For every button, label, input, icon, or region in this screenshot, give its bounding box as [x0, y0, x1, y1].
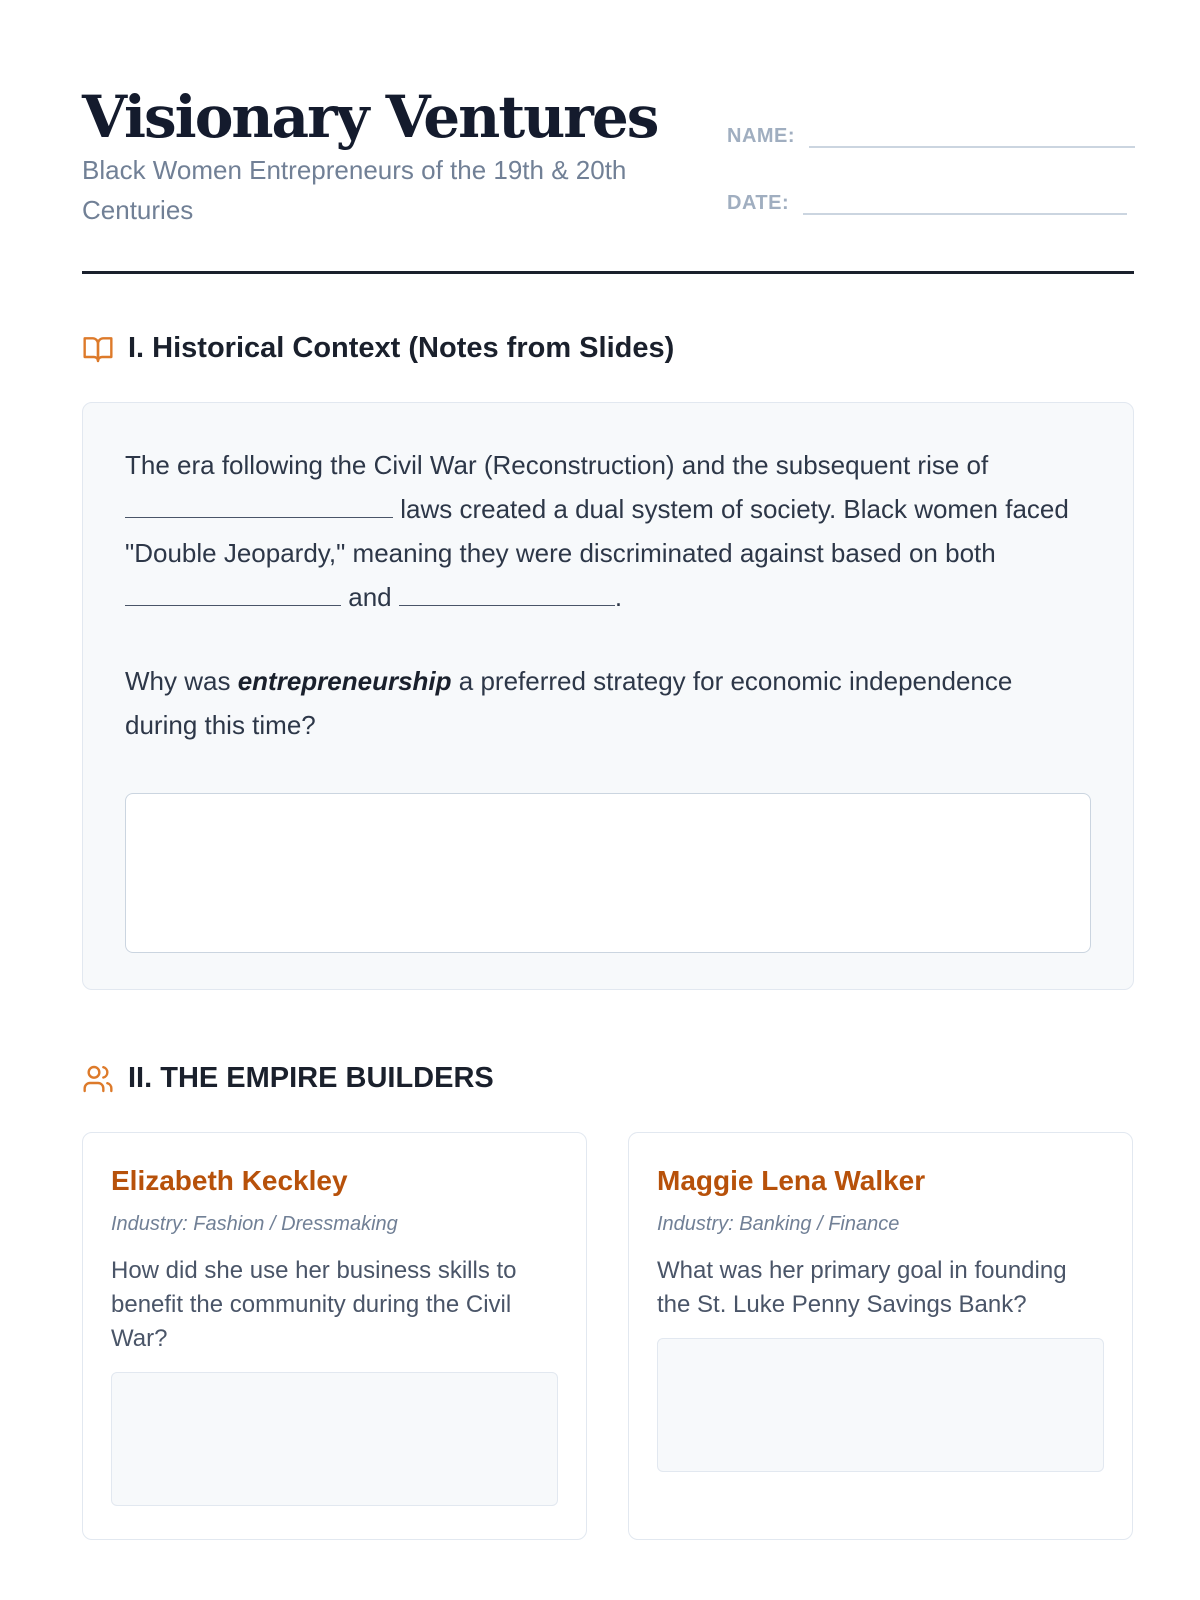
- users-icon: [82, 1063, 114, 1095]
- section-empire-builders-header: [82, 1062, 494, 1095]
- context-paragraph: [125, 443, 1091, 619]
- entrepreneur-question: How did she use her business skills to benefit the community during the Civil War?: [111, 1257, 517, 1352]
- para-text-2: laws created a dual system of society. Black women faced "Double Jeopardy," meaning they were discriminated against based on both: [125, 494, 1069, 568]
- context-answer-box[interactable]: [125, 793, 1091, 953]
- page-title: Visionary Ventures: [82, 83, 658, 151]
- date-label: DATE:: [727, 192, 790, 214]
- entrepreneur-card-walker: [628, 1132, 1133, 1540]
- fill-blank-laws[interactable]: [125, 496, 393, 518]
- name-field[interactable]: [727, 124, 1135, 148]
- entrepreneur-answer-box[interactable]: [111, 1372, 558, 1506]
- date-input-line[interactable]: [803, 191, 1127, 215]
- section-historical-context-header: [82, 332, 674, 365]
- name-input-line[interactable]: [809, 124, 1135, 148]
- question-emphasis: entrepreneurship: [237, 666, 452, 696]
- entrepreneur-name: Elizabeth Keckley: [111, 1165, 348, 1196]
- historical-context-box: [82, 402, 1134, 990]
- fill-blank-first[interactable]: [125, 584, 341, 606]
- entrepreneur-name: Maggie Lena Walker: [657, 1165, 926, 1196]
- entrepreneur-answer-box[interactable]: [657, 1338, 1104, 1472]
- para-text-and: and: [348, 582, 392, 612]
- section-title: II. THE EMPIRE BUILDERS: [128, 1062, 494, 1094]
- book-open-icon: [82, 333, 114, 365]
- entrepreneur-card-keckley: [82, 1132, 587, 1540]
- name-label: NAME:: [727, 125, 796, 147]
- question-text-post: a preferred strategy for economic independence during this time?: [125, 666, 1013, 740]
- page-subtitle: Black Women Entrepreneurs of the 19th & 20th Centuries: [82, 155, 627, 225]
- section-title: I. Historical Context (Notes from Slides): [128, 332, 675, 364]
- fill-blank-second[interactable]: [399, 584, 615, 606]
- date-field[interactable]: [727, 191, 1127, 215]
- context-question: [125, 659, 1091, 747]
- worksheet-header: [82, 84, 1134, 274]
- entrepreneur-industry: Industry: Banking / Finance: [657, 1213, 900, 1235]
- para-text-1: The era following the Civil War (Reconstruction) and the subsequent rise of: [125, 450, 989, 480]
- para-text-end: .: [614, 582, 623, 612]
- entrepreneur-industry: Industry: Fashion / Dressmaking: [111, 1213, 398, 1235]
- entrepreneur-question: What was her primary goal in founding the St. Luke Penny Savings Bank?: [657, 1257, 1067, 1318]
- question-text-pre: Why was: [125, 666, 231, 696]
